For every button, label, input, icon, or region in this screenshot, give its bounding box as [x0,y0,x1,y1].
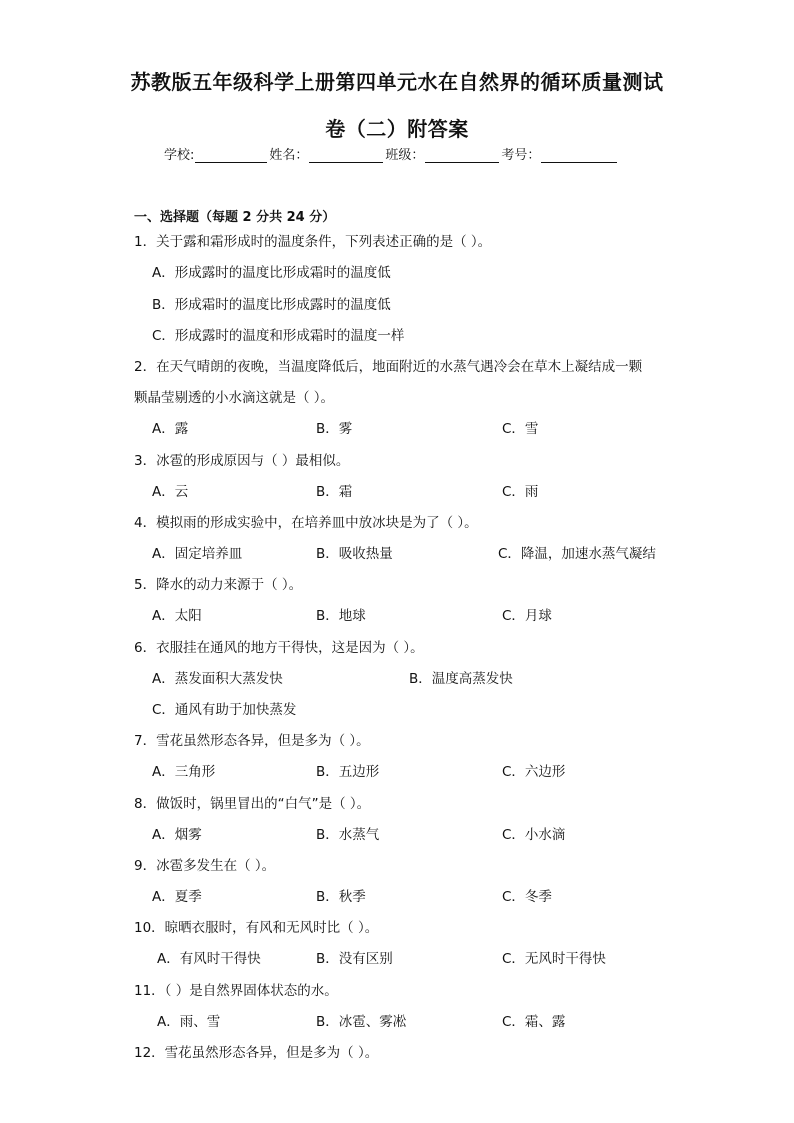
question-6: 6．衣服挂在通风的地方干得快，这是因为（ ）。 [134,640,424,656]
question-2-option-a: A．露 [152,421,189,437]
name-blank [309,148,383,163]
exam-no-label: 考号： [501,148,541,163]
question-8-option-c: C．小水滴 [502,827,566,843]
question-7-option-b: B．五边形 [316,764,380,780]
question-3-option-a: A．云 [152,484,189,500]
student-info-row [164,144,619,163]
question-11: 11．（ ）是自然界固体状态的水。 [134,983,338,999]
section-heading: 一、选择题（每题 2 分共 24 分） [134,210,336,225]
question-4-option-b: B．吸收热量 [316,546,393,562]
question-7: 7．雪花虽然形态各异，但是多为（ ）。 [134,733,370,749]
question-5: 5．降水的动力来源于（ ）。 [134,577,303,593]
exam-no-blank [541,148,617,163]
name-label: 姓名： [269,148,309,163]
question-4: 4．模拟雨的形成实验中，在培养皿中放冰块是为了（ ）。 [134,515,478,531]
question-1-option-c: C．形成露时的温度和形成霜时的温度一样 [152,328,405,344]
question-9: 9．冰雹多发生在（ ）。 [134,858,276,874]
question-12: 12．雪花虽然形态各异，但是多为（ ）。 [134,1045,379,1061]
class-blank [425,148,499,163]
question-2-continued: 颗晶莹剔透的小水滴这就是（ ）。 [134,390,335,406]
question-2-option-b: B．雾 [316,421,353,437]
question-4-option-a: A．固定培养皿 [152,546,243,562]
question-5-option-a: A．太阳 [152,608,202,624]
question-10-option-c: C．无风时干得快 [502,951,606,967]
document-title-line-1: 苏教版五年级科学上册第四单元水在自然界的循环质量测试 [130,70,664,94]
question-8-option-b: B．水蒸气 [316,827,380,843]
question-8: 8．做饭时，锅里冒出的“白气”是（ ）。 [134,796,371,812]
question-2-option-c: C．雪 [502,421,539,437]
question-6-option-b: B．温度高蒸发快 [409,671,513,687]
question-9-option-b: B．秋季 [316,889,366,905]
question-7-option-a: A．三角形 [152,764,216,780]
question-6-option-c: C．通风有助于加快蒸发 [152,702,297,718]
question-11-option-a: A．雨、雪 [157,1014,221,1030]
question-7-option-c: C．六边形 [502,764,566,780]
class-label: 班级： [385,148,425,163]
question-11-option-c: C．霜、露 [502,1014,566,1030]
question-11-option-b: B．冰雹、雾凇 [316,1014,407,1030]
question-6-option-a: A．蒸发面积大蒸发快 [152,671,283,687]
school-blank [195,148,267,163]
question-9-option-a: A．夏季 [152,889,202,905]
question-3-option-b: B．霜 [316,484,353,500]
document-title-line-2: 卷（二）附答案 [325,117,469,141]
question-3: 3．冰雹的形成原因与（ ）最相似。 [134,453,350,469]
question-1: 1．关于露和霜形成时的温度条件，下列表述正确的是（ ）。 [134,234,492,250]
question-1-option-a: A．形成露时的温度比形成霜时的温度低 [152,265,391,281]
question-9-option-c: C．冬季 [502,889,552,905]
question-5-option-b: B．地球 [316,608,366,624]
question-8-option-a: A．烟雾 [152,827,202,843]
question-10: 10．晾晒衣服时，有风和无风时比（ ）。 [134,920,379,936]
question-5-option-c: C．月球 [502,608,552,624]
school-label: 学校: [164,148,195,163]
question-1-option-b: B．形成霜时的温度比形成露时的温度低 [152,297,391,313]
question-10-option-b: B．没有区别 [316,951,393,967]
question-10-option-a: A．有风时干得快 [157,951,261,967]
question-4-option-c: C．降温，加速水蒸气凝结 [498,546,656,562]
question-2: 2．在天气晴朗的夜晚，当温度降低后，地面附近的水蒸气遇冷会在草木上凝结成一颗 [134,359,643,375]
question-3-option-c: C．雨 [502,484,539,500]
